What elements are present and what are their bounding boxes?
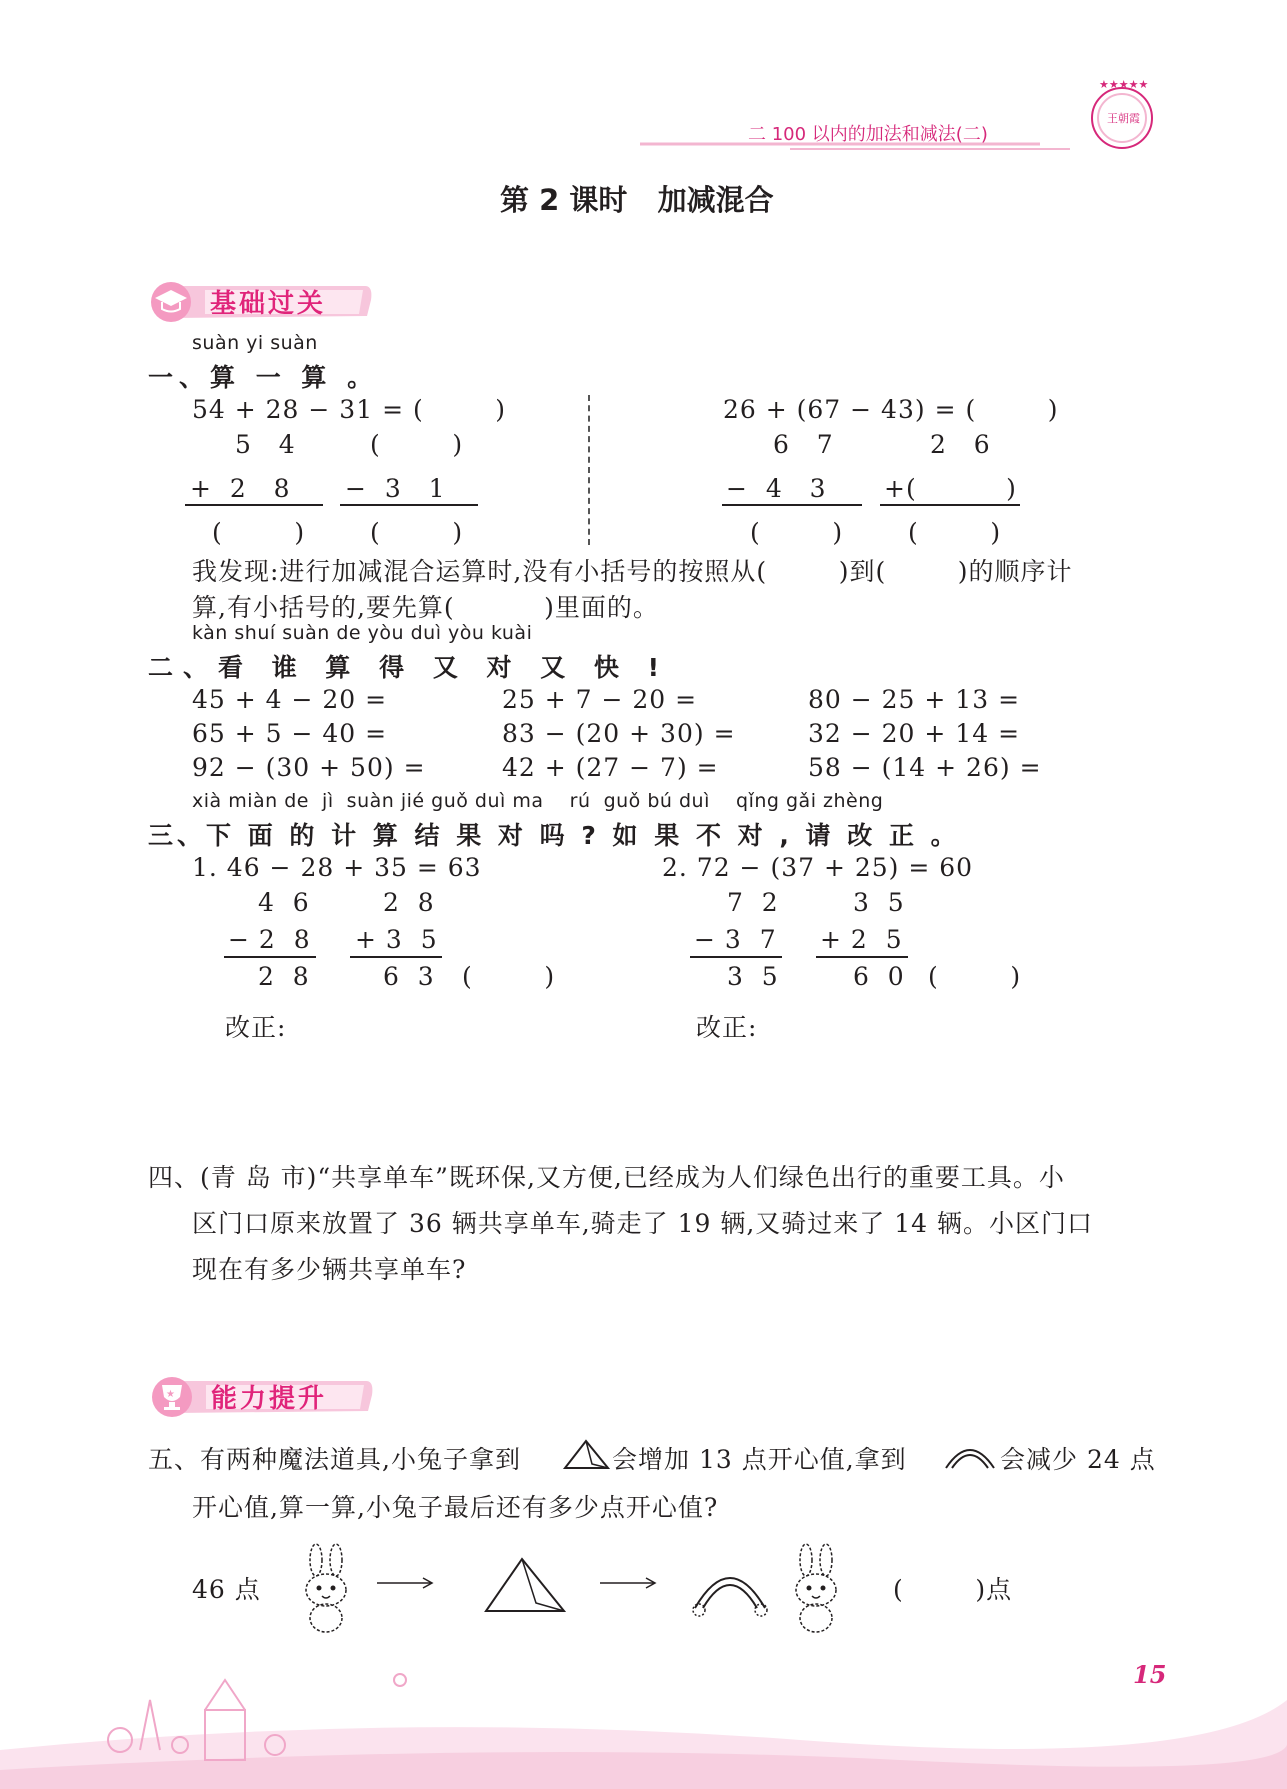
q3-p1-line-a (224, 956, 316, 958)
q4-line1: 四、(青 岛 市)“共享单车”既环保,又方便,已经成为人们绿色出行的重要工具。小 (148, 1163, 1065, 1192)
q1-right-line-b (880, 504, 1020, 506)
q3-p2-result-a: 3 5 (727, 962, 779, 991)
q1-left-op-b: − 3 1 (345, 474, 446, 503)
q3-p1-result-b: 6 3 (383, 962, 435, 991)
page-title: 第 2 课时 加减混合 (500, 183, 774, 217)
chapter-header: 二 100 以内的加法和减法(二) (748, 124, 988, 145)
q5-line1-b: 会增加 13 点开心值,拿到 (612, 1445, 907, 1474)
q1-pinyin: suàn yi suàn (192, 332, 318, 354)
q1-left-answer-a[interactable]: ( ) (212, 518, 306, 547)
q2-problem: 65 + 5 − 40 = (192, 719, 388, 748)
q1-left-op-a: + 2 8 (190, 474, 291, 503)
q1-right-top-a: 6 7 (773, 430, 834, 459)
q1-left-expression: 54 + 28 − 31 = ( ) (192, 395, 507, 424)
header-underline (640, 136, 1070, 152)
q3-p2-result-b: 6 0 (853, 962, 905, 991)
section-banner-ability (148, 1373, 376, 1419)
q1-right-answer-b[interactable]: ( ) (908, 518, 1002, 547)
q3-p2-top-a: 7 2 (727, 888, 779, 917)
rabbit-icon (782, 1540, 852, 1636)
q1-right-op-b[interactable]: +( ) (884, 474, 1017, 503)
q3-pinyin: xià miàn de jì suàn jié guǒ duì ma rú guǒ bú duì qǐng gǎi zhèng (192, 790, 884, 812)
rainbow-prop-icon (685, 1560, 775, 1620)
q1-left-top-b: ( ) (370, 430, 464, 459)
q1-discovery-line2[interactable]: 算,有小括号的,要先算( )里面的。 (192, 593, 659, 622)
q5-line1-c: 会减少 24 点 (1000, 1445, 1156, 1474)
svg-text:★: ★ (166, 1389, 175, 1400)
q1-right-op-a: − 4 3 (726, 474, 827, 503)
section-banner-basic (145, 278, 375, 324)
q2-problem: 45 + 4 − 20 = (192, 685, 388, 714)
q3-p2-judge[interactable]: ( ) (928, 962, 1022, 991)
q1-discovery-line1[interactable]: 我发现:进行加减混合运算时,没有小括号的按照从( )到( )的顺序计 (192, 557, 1073, 586)
q3-p1-top-a: 4 6 (258, 888, 310, 917)
q3-p1-op-b: + 3 5 (355, 925, 438, 954)
page-number: 15 (1133, 1660, 1167, 1689)
q4-line2: 区门口原来放置了 36 辆共享单车,骑走了 19 辆,又骑过来了 14 辆。小区门口 (192, 1209, 1094, 1238)
q3-p1-op-a: − 2 8 (228, 925, 311, 954)
q4-line3: 现在有多少辆共享单车? (192, 1255, 467, 1284)
q2-heading: 二、看 谁 算 得 又 对 又 快 ! (148, 653, 670, 682)
footer-decoration (0, 1640, 1287, 1789)
q2-problem: 42 + (27 − 7) = (502, 753, 719, 782)
q3-p1-expression: 1. 46 − 28 + 35 = 63 (192, 853, 482, 882)
q2-problem: 25 + 7 − 20 = (502, 685, 698, 714)
q3-p2-line-a (690, 956, 782, 958)
q5-answer-blank[interactable]: ( )点 (893, 1575, 1013, 1604)
q2-problem: 80 − 25 + 13 = (808, 685, 1021, 714)
q1-right-expression: 26 + (67 − 43) = ( ) (723, 395, 1059, 424)
svg-text:★★★★★: ★★★★★ (1099, 78, 1149, 91)
q3-p1-fix-label[interactable]: 改正: (225, 1013, 287, 1042)
q1-right-answer-a[interactable]: ( ) (750, 518, 844, 547)
q3-heading: 三、下 面 的 计 算 结 果 对 吗 ? 如 果 不 对 , 请 改 正 。 (148, 821, 960, 850)
q3-p2-line-b (816, 956, 908, 958)
arrow-right-icon (375, 1575, 435, 1591)
q2-problem: 32 − 20 + 14 = (808, 719, 1021, 748)
section-title-basic: 基础过关 (210, 289, 327, 319)
logo-badge (1085, 78, 1160, 153)
q2-problem: 83 − (20 + 30) = (502, 719, 736, 748)
q1-left-answer-b[interactable]: ( ) (370, 518, 464, 547)
q3-p2-expression: 2. 72 − (37 + 25) = 60 (662, 853, 974, 882)
q1-right-line-a (722, 504, 862, 506)
q1-divider (588, 395, 590, 545)
magic-rainbow-icon (940, 1438, 1000, 1472)
q1-left-top-a: 5 4 (235, 430, 296, 459)
q3-p2-op-a: − 3 7 (694, 925, 777, 954)
q3-p1-result-a: 2 8 (258, 962, 310, 991)
q3-p2-fix-label[interactable]: 改正: (696, 1013, 758, 1042)
q2-problem: 58 − (14 + 26) = (808, 753, 1042, 782)
q5-start-value: 46 点 (192, 1575, 261, 1604)
q1-heading: 一、算 一 算 。 (148, 363, 379, 392)
q5-line1-a: 五、有两种魔法道具,小兔子拿到 (148, 1445, 521, 1474)
rabbit-icon (292, 1540, 362, 1636)
q1-left-line-b (340, 504, 478, 506)
triangle-prop-icon (482, 1555, 568, 1615)
q1-right-top-b: 2 6 (930, 430, 991, 459)
q5-line2: 开心值,算一算,小兔子最后还有多少点开心值? (192, 1493, 719, 1522)
section-title-ability: 能力提升 (211, 1384, 328, 1414)
q1-left-line-a (185, 504, 323, 506)
arrow-right-icon (598, 1575, 658, 1591)
q3-p2-top-b: 3 5 (853, 888, 905, 917)
magic-triangle-icon (562, 1438, 612, 1472)
q2-pinyin: kàn shuí suàn de yòu duì yòu kuài (192, 622, 533, 644)
q3-p1-judge[interactable]: ( ) (462, 962, 556, 991)
q2-problem: 92 − (30 + 50) = (192, 753, 426, 782)
q3-p1-top-b: 2 8 (383, 888, 435, 917)
q3-p2-op-b: + 2 5 (820, 925, 903, 954)
q3-p1-line-b (350, 956, 442, 958)
logo-text: 王朝霞 (1107, 112, 1140, 125)
